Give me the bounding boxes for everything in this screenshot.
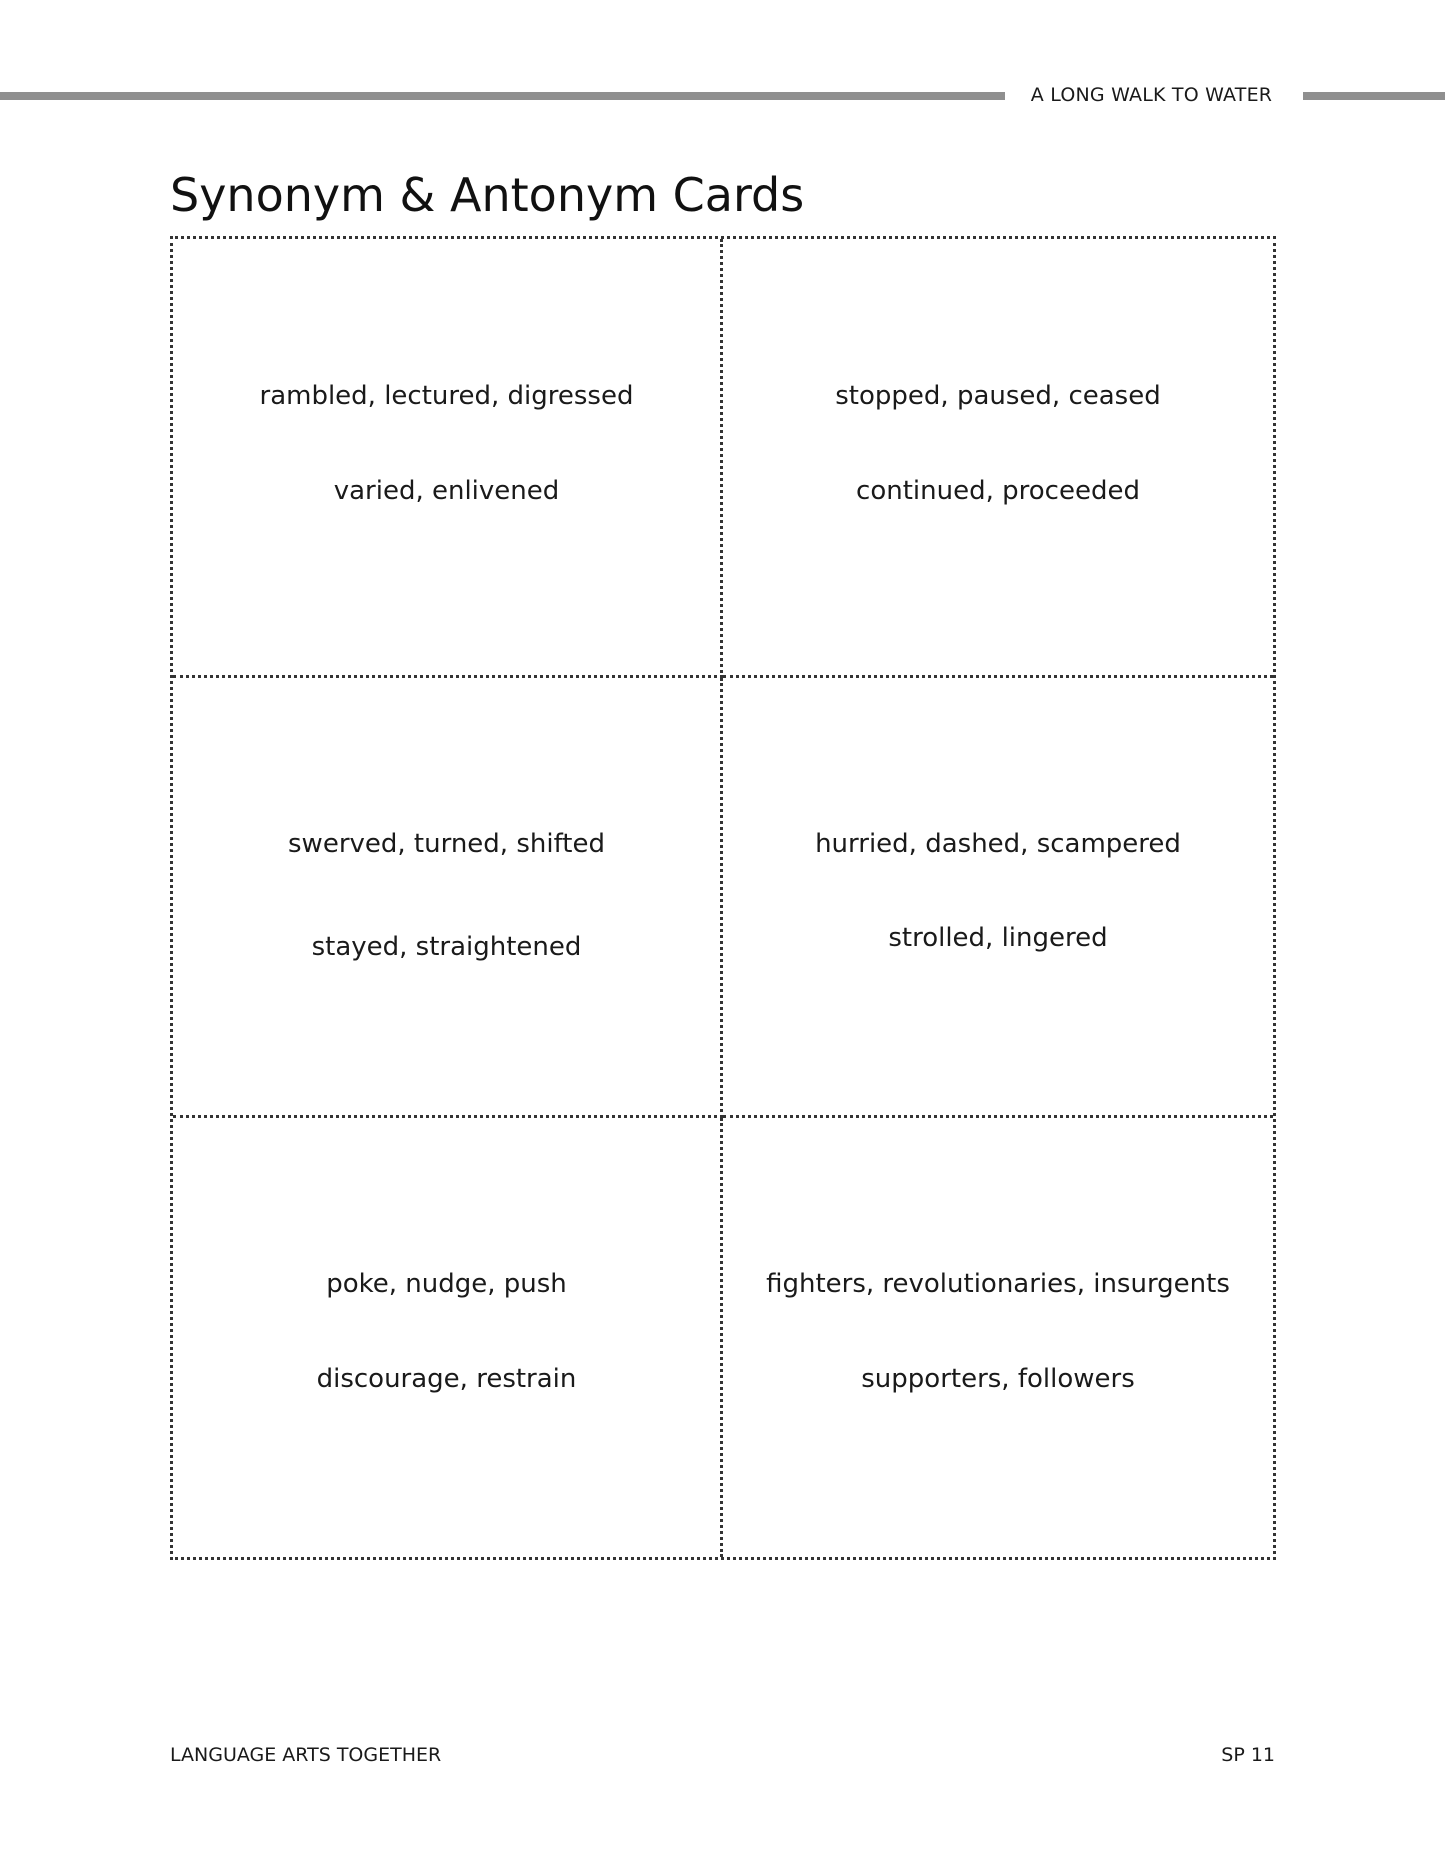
- card-2: [723, 239, 1273, 678]
- page-title: Synonym & Antonym Cards: [170, 168, 805, 222]
- card-3: [173, 678, 723, 1117]
- footer-page-number: SP 11: [1221, 1744, 1275, 1766]
- card-antonyms: supporters, followers: [861, 1363, 1135, 1394]
- card-synonyms: stopped, paused, ceased: [835, 381, 1161, 411]
- card-synonyms: hurried, dashed, scampered: [815, 829, 1181, 860]
- card-antonyms: stayed, straightened: [311, 932, 582, 963]
- card-synonyms: swerved, turned, shifted: [288, 829, 605, 860]
- card-synonyms: fighters, revolutionaries, insurgents: [766, 1268, 1230, 1299]
- footer-book-title: LANGUAGE ARTS TOGETHER: [170, 1744, 442, 1766]
- card-6: [723, 1118, 1273, 1557]
- running-header: A LONG WALK TO WATER: [1030, 84, 1273, 106]
- card-antonyms: varied, enlivened: [333, 476, 560, 506]
- header-rule-right: [1303, 92, 1445, 100]
- card-synonyms: rambled, lectured, digressed: [259, 381, 634, 411]
- card-synonyms: poke, nudge, push: [326, 1268, 567, 1299]
- card-antonyms: discourage, restrain: [316, 1363, 577, 1394]
- card-antonyms: continued, proceeded: [856, 476, 1140, 506]
- card-grid: [170, 236, 1276, 1560]
- card-4: [723, 678, 1273, 1117]
- header-rule-left: [0, 92, 1005, 100]
- card-5: [173, 1118, 723, 1557]
- card-antonyms: strolled, lingered: [888, 923, 1108, 954]
- card-1: [173, 239, 723, 678]
